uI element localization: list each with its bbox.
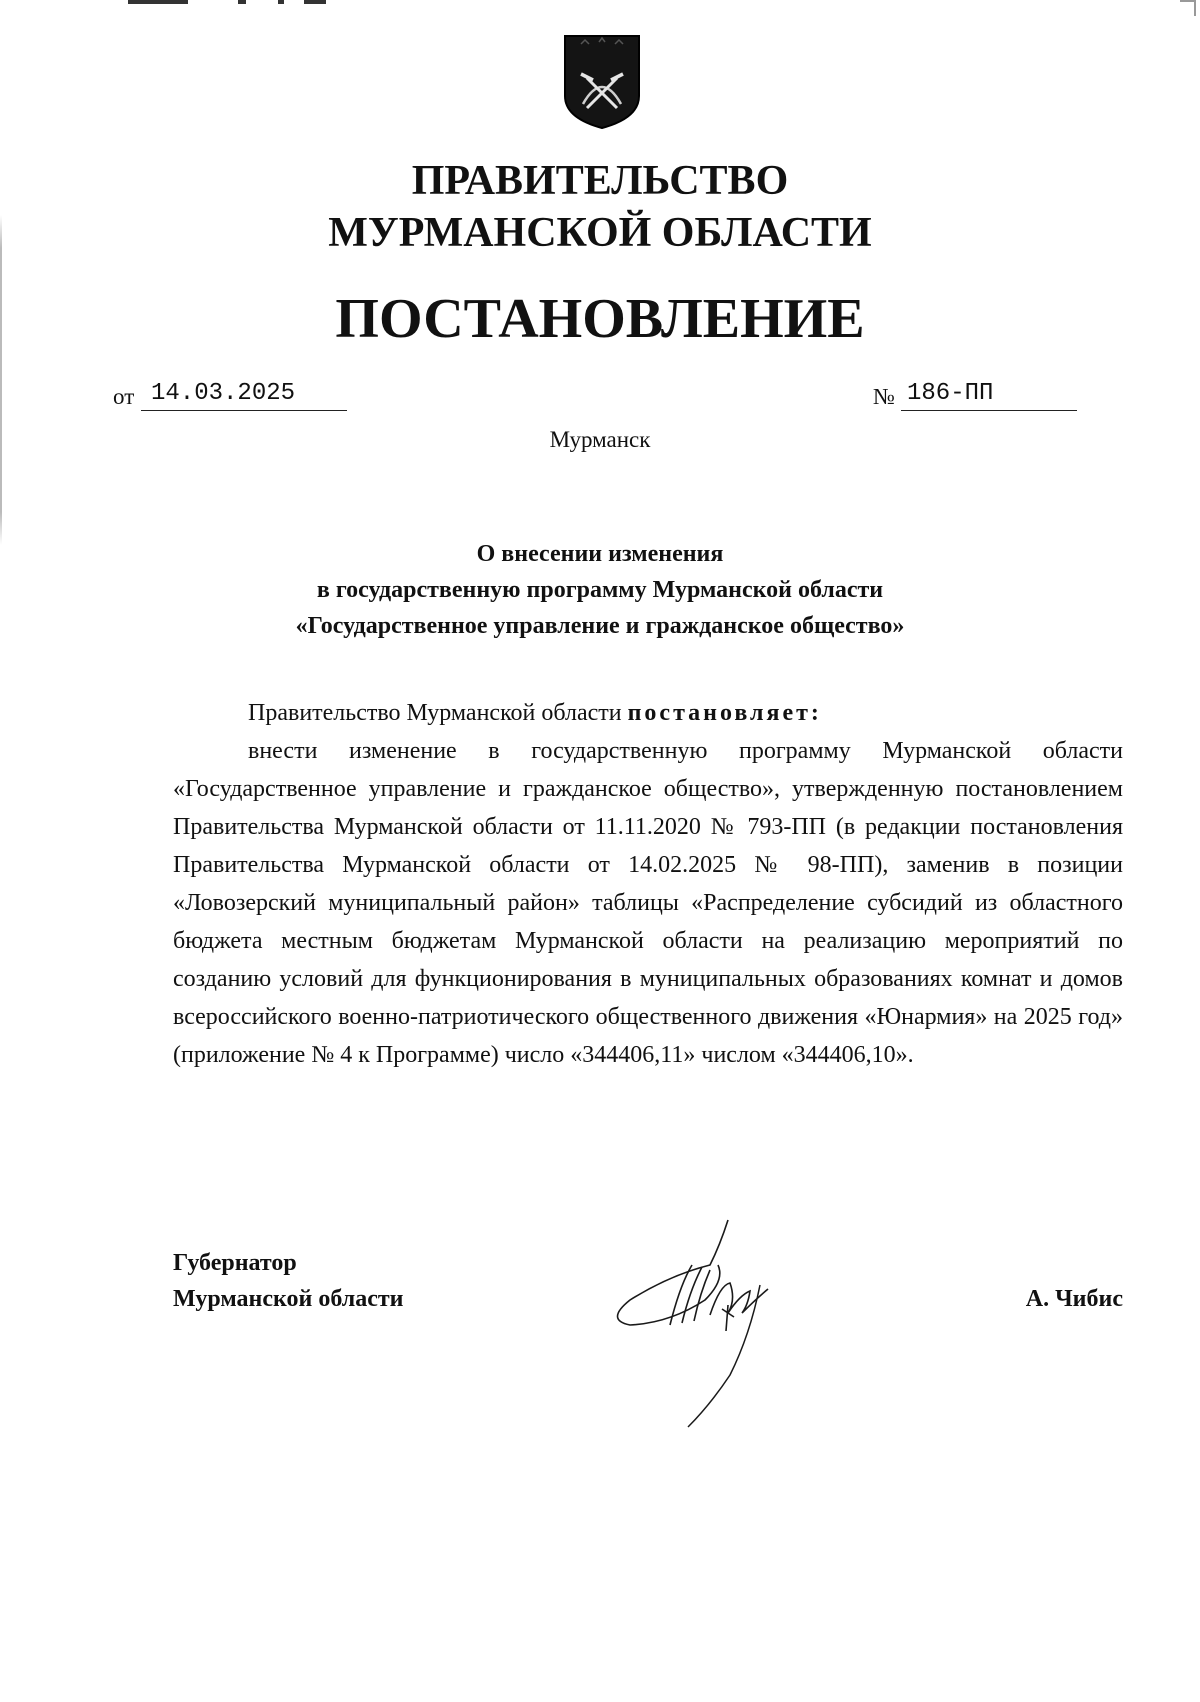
body-decree-word: постановляет: — [627, 700, 822, 726]
date-prefix: от — [113, 384, 135, 409]
document-subject — [0, 536, 1200, 644]
signer-position-line1: Губернатор — [173, 1250, 297, 1276]
organization-title-line1: ПРАВИТЕЛЬСТВО — [411, 158, 789, 204]
scan-artifact-left-edge — [0, 215, 2, 545]
organization-title-line2: МУРМАНСКОЙ ОБЛАСТИ — [328, 210, 872, 256]
body-lead-text: Правительство Мурманской области — [248, 700, 628, 726]
number-prefix: № — [873, 384, 895, 409]
issue-city: Мурманск — [549, 427, 651, 452]
signer-name: А. Чибис — [1025, 1286, 1123, 1312]
document-date: 14.03.2025 — [141, 378, 347, 411]
subject-line3: «Государственное управление и гражданское общество» — [295, 613, 905, 639]
scan-artifact-corner — [1180, 0, 1196, 16]
coat-of-arms-icon — [559, 30, 645, 130]
scan-artifact-top — [128, 0, 348, 5]
signer-position-line2: Мурманской области — [173, 1286, 404, 1312]
body-main-paragraph: внести изменение в государственную программу Мурманской области «Государственное управление и гражданское общество», утвержденную постановлением Правительства Мурманской области от 11.11.2020 № 793-ПП (в редакции постановления Правительства Мурманской области от 14.02.2025 № 98-ПП), заменив в позиции «Ловозерский муниципальный район» таблицы «Распределение субсидий из областного бюджета местным бюджетам Мурманской области на реализацию мероприятий по созданию условий для функционирования в муниципальных образованиях комнат и домов всероссийского военно-патриотического общественного движения «Юнармия» на 2025 год» (приложение № 4 к Программе) число «344406,11» числом «344406,10». — [173, 738, 1123, 1068]
document-number: 186-ПП — [901, 378, 1077, 411]
body-lead — [173, 694, 1123, 732]
signer-position — [173, 1245, 403, 1317]
subject-line1: О внесении изменения — [476, 541, 724, 567]
document-type: ПОСТАНОВЛЕНИЕ — [335, 288, 865, 350]
organization-title — [0, 155, 1200, 259]
document-body — [173, 694, 1123, 1074]
subject-line2: в государственную программу Мурманской области — [316, 577, 884, 603]
handwritten-signature — [610, 1205, 870, 1465]
